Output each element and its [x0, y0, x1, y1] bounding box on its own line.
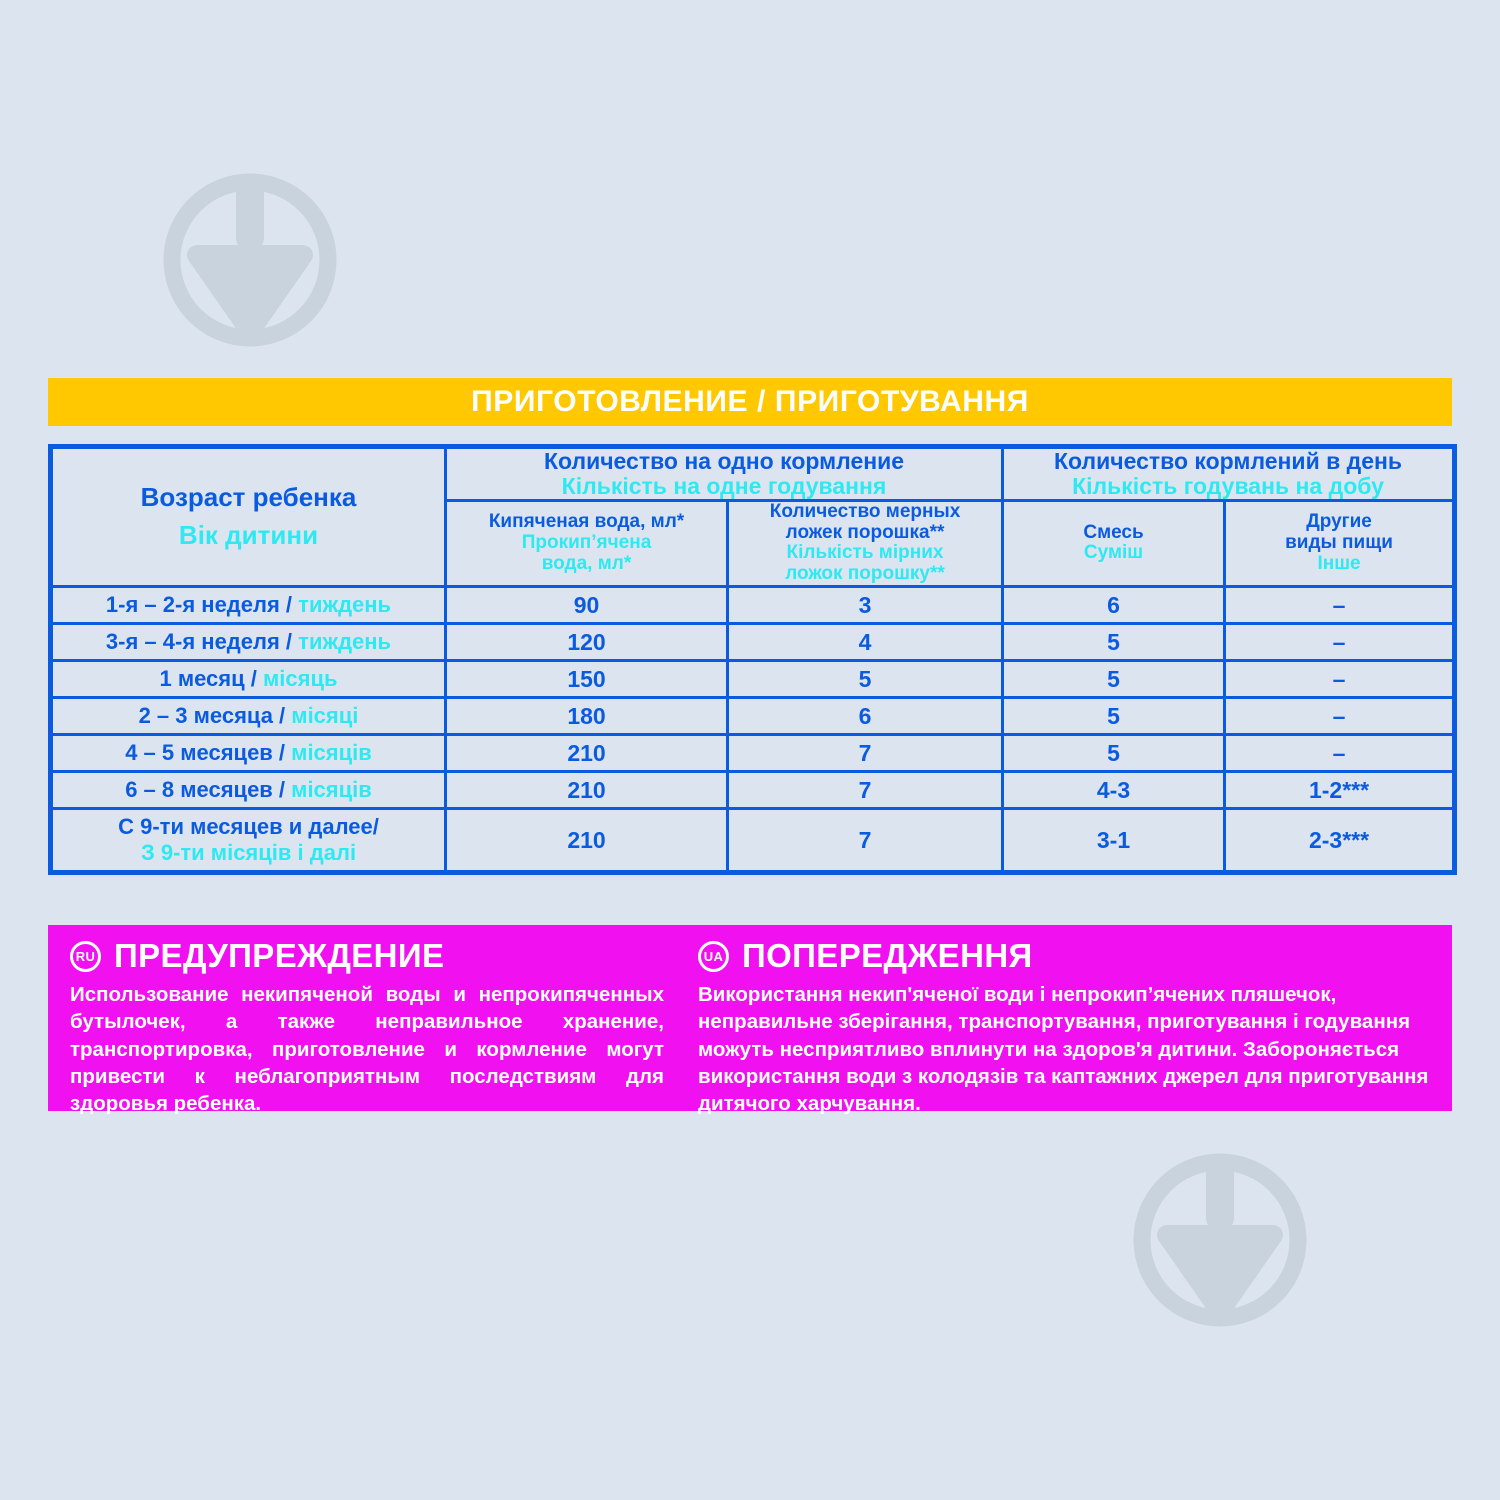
- header-boiled-water: [446, 500, 728, 587]
- table-head: [51, 447, 1455, 587]
- cell-scoops: 5: [728, 661, 1003, 698]
- cell-age-ru: 2 – 3 месяца /: [138, 703, 286, 729]
- header-other-food: [1225, 500, 1455, 587]
- header-per-feed-ua: Кількість на одне годування: [561, 472, 887, 499]
- header-boiled-water-ru: Кипяченая вода, мл*: [488, 511, 685, 533]
- header-per-day-ru: Количество кормлений в день: [1053, 448, 1403, 474]
- cell-scoops: 6: [728, 698, 1003, 735]
- header-age-ru: Возраст ребенка: [140, 482, 357, 513]
- cell-age-ru: 3-я – 4-я неделя /: [105, 629, 293, 655]
- cell-age: [51, 661, 446, 698]
- warning-ua: [680, 925, 1452, 1115]
- ua-language-badge-icon: UA: [698, 941, 729, 972]
- header-scoops-ru-line2: ложек порошка**: [785, 521, 945, 543]
- table-row: [51, 772, 1455, 809]
- warning-ru-header: [70, 937, 664, 975]
- cell-water: 120: [446, 624, 728, 661]
- header-per-feed-ru: Количество на одно кормление: [543, 448, 905, 474]
- cell-age-ua: місяць: [263, 666, 338, 692]
- cell-age-ua: З 9-ти місяців і далі: [140, 840, 357, 866]
- warning-ua-title: ПОПЕРЕДЖЕННЯ: [742, 937, 1033, 974]
- cell-water: 210: [446, 809, 728, 873]
- cell-formula: 6: [1003, 587, 1225, 624]
- cell-formula: 5: [1003, 624, 1225, 661]
- header-scoops-ua-line1: Кількість мірних: [786, 542, 944, 564]
- cell-water: 210: [446, 772, 728, 809]
- table-row: [51, 587, 1455, 624]
- cell-other: –: [1225, 698, 1455, 735]
- header-boiled-water-ua-line1: Прокип’ячена: [521, 531, 652, 553]
- cell-age-ua: тиждень: [298, 592, 392, 618]
- cell-age: [51, 698, 446, 735]
- table-body: [51, 587, 1455, 873]
- header-per-day: [1003, 447, 1455, 501]
- header-other-food-ru-line1: Другие: [1306, 511, 1372, 533]
- preparation-banner: [48, 378, 1452, 426]
- warning-ua-header: [698, 937, 1434, 975]
- header-age-ua: Вік дитини: [178, 520, 319, 551]
- header-formula-ua: Суміш: [1083, 542, 1144, 564]
- warning-ru-title: ПРЕДУПРЕЖДЕНИЕ: [114, 937, 445, 974]
- cell-formula: 5: [1003, 661, 1225, 698]
- header-scoops-ua-line2: ложок порошку**: [785, 563, 945, 585]
- cell-age: [51, 772, 446, 809]
- warning-ru-body: Использование некипяченой воды и непрокипяченных бутылочек, а также неправильное хранение, транспортировка, приготовление и кормление могут привести к неблагоприятным последствиям для здоровья ребенка.: [70, 983, 664, 1115]
- table-row: [51, 624, 1455, 661]
- cell-scoops: 7: [728, 772, 1003, 809]
- cell-age-ua: тиждень: [298, 629, 392, 655]
- warning-ua-body: Використання некип'яченої води і непрокип’ячених пляшечок, неправильне зберігання, транспортування, приготування і годування можуть несприятливо вплинути на здоров'я дитини. Забороняється використання води з колодязів та каптажних джерел для приготування дитячого харчування.: [698, 983, 1429, 1115]
- cell-other: –: [1225, 624, 1455, 661]
- cell-age-ru: 6 – 8 месяцев /: [125, 777, 286, 803]
- table-row: [51, 809, 1455, 873]
- cell-formula: 5: [1003, 735, 1225, 772]
- cell-formula: 5: [1003, 698, 1225, 735]
- cell-age: [51, 809, 446, 873]
- preparation-banner-title: ПРИГОТОВЛЕНИЕ / ПРИГОТУВАННЯ: [471, 385, 1029, 418]
- table-row: [51, 698, 1455, 735]
- measuring-scoop-watermark-top: [155, 165, 345, 360]
- header-other-food-ru-line2: виды пищи: [1285, 531, 1393, 553]
- measuring-scoop-watermark-bottom: [1125, 1145, 1315, 1340]
- warnings-panel: [48, 925, 1452, 1115]
- header-age: [51, 447, 446, 587]
- cell-age-ru: С 9-ти месяцев и далее/: [118, 814, 379, 840]
- ru-language-badge-icon: RU: [70, 941, 101, 972]
- cell-age: [51, 735, 446, 772]
- header-scoops: [728, 500, 1003, 587]
- cell-other: 2-3***: [1225, 809, 1455, 873]
- cell-water: 90: [446, 587, 728, 624]
- header-formula-ru: Смесь: [1083, 521, 1144, 543]
- cell-age-ua: місяців: [291, 740, 372, 766]
- cell-formula: 3-1: [1003, 809, 1225, 873]
- warning-ru: [48, 925, 680, 1115]
- table-header-row-1: [51, 447, 1455, 501]
- cell-other: –: [1225, 587, 1455, 624]
- cell-age: [51, 587, 446, 624]
- cell-age-ru: 1 месяц /: [159, 666, 257, 692]
- cell-age-ru: 1-я – 2-я неделя /: [105, 592, 293, 618]
- cell-scoops: 7: [728, 735, 1003, 772]
- cell-age-ru: 4 – 5 месяцев /: [125, 740, 286, 766]
- cell-age-ua: місяців: [291, 777, 372, 803]
- header-scoops-ru-line1: Количество мерных: [769, 500, 961, 522]
- cell-water: 150: [446, 661, 728, 698]
- table-row: [51, 735, 1455, 772]
- cell-water: 180: [446, 698, 728, 735]
- header-per-feed: [446, 447, 1003, 501]
- cell-other: 1-2***: [1225, 772, 1455, 809]
- cell-scoops: 3: [728, 587, 1003, 624]
- preparation-table: [48, 444, 1457, 875]
- header-formula: [1003, 500, 1225, 587]
- cell-age-ua: місяці: [291, 703, 359, 729]
- header-boiled-water-ua-line2: вода, мл*: [541, 552, 632, 574]
- cell-water: 210: [446, 735, 728, 772]
- cell-age: [51, 624, 446, 661]
- cell-scoops: 4: [728, 624, 1003, 661]
- header-other-food-ua: Інше: [1317, 552, 1361, 574]
- cell-scoops: 7: [728, 809, 1003, 873]
- header-per-day-ua: Кількість годувань на добу: [1072, 472, 1384, 499]
- cell-other: –: [1225, 735, 1455, 772]
- cell-formula: 4-3: [1003, 772, 1225, 809]
- cell-other: –: [1225, 661, 1455, 698]
- table-row: [51, 661, 1455, 698]
